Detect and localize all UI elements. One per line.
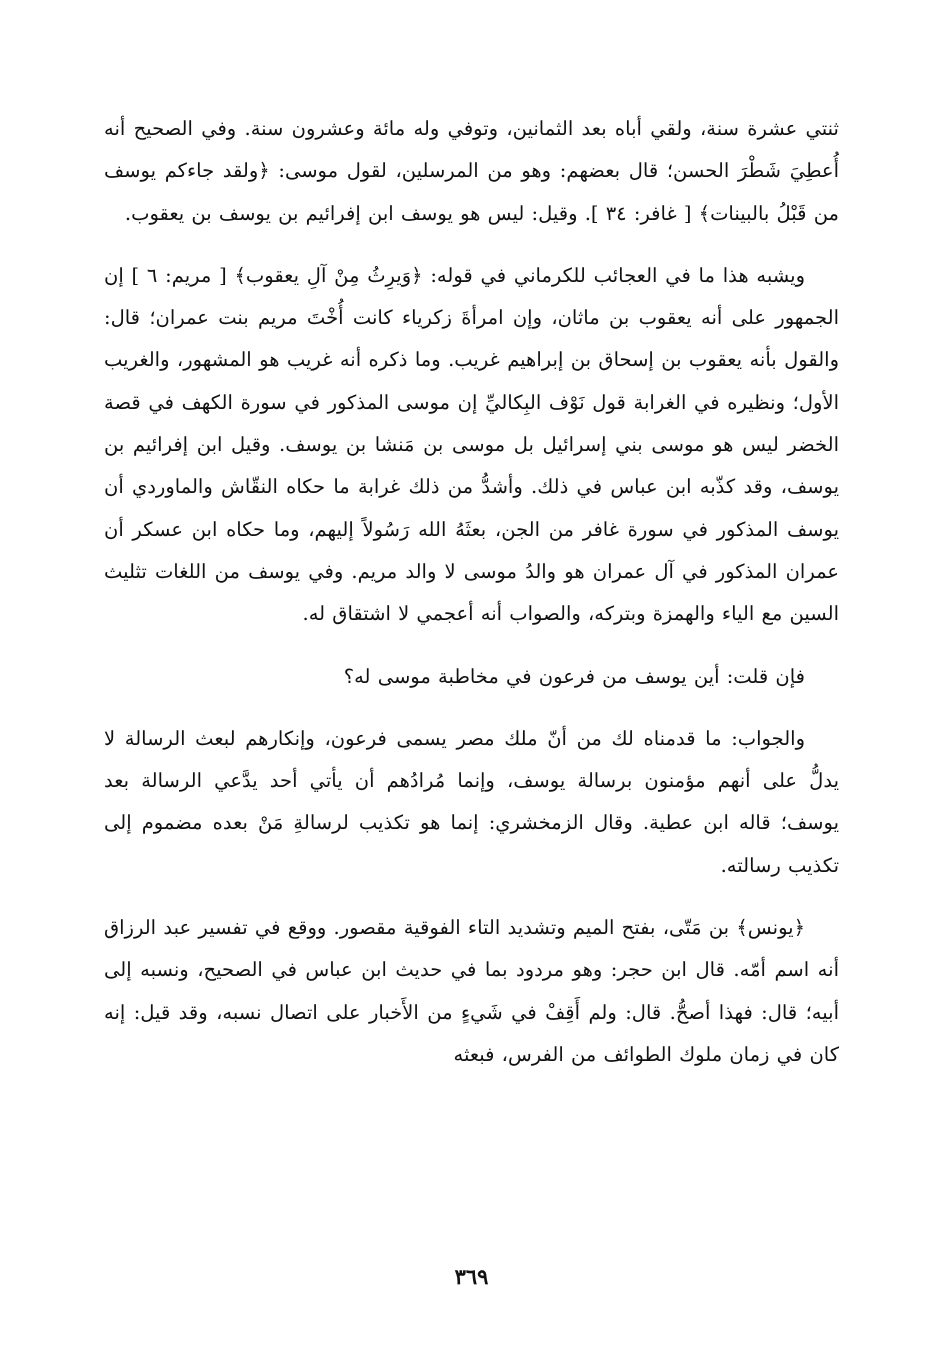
body-text (104, 108, 839, 1076)
page-number: ٣٦٩ (454, 1264, 489, 1289)
paragraph-3: فإن قلت: أين يوسف من فرعون في مخاطبة موسى له؟ (343, 664, 805, 688)
paragraph-5: ﴿يونس﴾ بن مَتّى، بفتح الميم وتشديد التاء الفوقية مقصور. ووقع في تفسير عبد الرزاق أنه اسم أمّه. قال ابن حجر: وهو مردود بما في حديث ابن عباس في الصحيح، ونسبه إلى أبيه؛ قال: فهذا أصحُّ. قال: ولم أَقِفْ في شَيءٍ من الأَخبار على اتصال نسبه، وقد قيل: إنه كان في زمان ملوك الطوائف من الفرس، فبعثه (104, 916, 839, 1066)
paragraph-2: ويشبه هذا ما في العجائب للكرماني في قوله: ﴿وَيرِثُ مِنْ آلِ يعقوب﴾ [ مريم: ٦ ] إن الجمهور على أنه يعقوب بن ماثان، وإن امرأةَ زكرياء كانت أُخْتَ مريم بنت عمران؛ قال: والقول بأنه يعقوب بن إسحاق بن إبراهيم غريب. وما ذكره أنه غريب هو المشهور، والغريب الأول؛ ونظيره في الغرابة قول نَوْف البِكاليِّ إن موسى المذكور في سورة الكهف في قصة الخضر ليس هو موسى بني إسرائيل بل موسى بن مَنشا بن يوسف. وقيل ابن إفرائيم بن يوسف، وقد كذّبه ابن عباس في ذلك. وأشدُّ من ذلك غرابة ما حكاه النقّاش والماوردي أن يوسف المذكور في سورة غافر من الجن، بعثَهُ الله رَسُولاً إليهم، وما حكاه ابن عسكر أن عمران المذكور في آل عمران هو والدُ موسى لا والد مريم. وفي يوسف من اللغات تثليث السين مع الياء والهمزة وبتركه، والصواب أنه أعجمي لا اشتقاق له. (104, 263, 839, 626)
paragraph-4: والجواب: ما قدمناه لك من أنّ ملك مصر يسمى فرعون، وإنكارهم لبعث الرسالة لا يدلُّ على أنهم مؤمنون برسالة يوسف، وإنما مُرادُهم أن يأتي أحد يدَّعي الرسالة بعد يوسف؛ قاله ابن عطية. وقال الزمخشري: إنما هو تكذيب لرسالةِ مَنْ بعده مضموم إلى تكذيب رسالته. (104, 726, 839, 877)
paragraph-1: ثنتي عشرة سنة، ولقي أباه بعد الثمانين، وتوفي وله مائة وعشرون سنة. وفي الصحيح أنه أُعطِيَ شَطْرَ الحسن؛ قال بعضهم: وهو من المرسلين، لقول موسى: ﴿ولقد جاءكم يوسف من قَبْلُ بالبينات﴾ [ غافر: ٣٤ ]. وقيل: ليس هو يوسف ابن إفرائيم بن يوسف بن يعقوب. (104, 117, 839, 225)
